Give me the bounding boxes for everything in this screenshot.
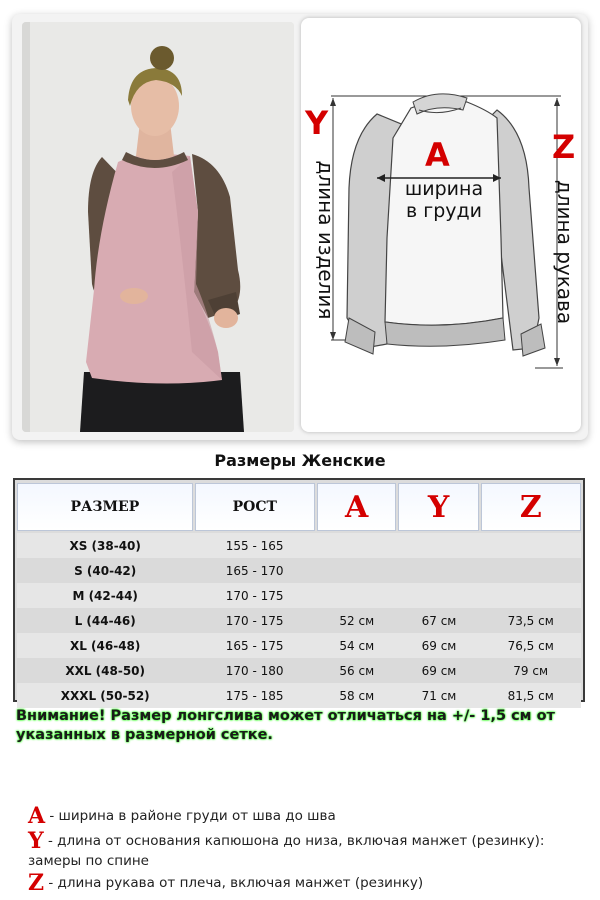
cell-height: 175 - 185	[225, 688, 284, 703]
header-y	[398, 483, 478, 531]
size-warning-note: Внимание! Размер лонгслива может отличаться на +/- 1,5 см от указанных в размерной сетке.	[16, 708, 555, 743]
letter-a: A	[425, 136, 450, 174]
cell-height: 170 - 175	[225, 613, 284, 628]
header-height-label: РОСТ	[232, 499, 277, 515]
table-row	[17, 558, 581, 583]
cell-size: XL (46-48)	[69, 638, 141, 653]
legend-letter-z: Z	[28, 870, 45, 896]
chest-width-label-line2: в груди	[405, 200, 482, 222]
letter-z: Z	[552, 128, 576, 166]
table-row	[17, 658, 581, 683]
size-table	[13, 478, 585, 702]
cell-height: 170 - 175	[225, 588, 284, 603]
legend-letter-y: Y	[28, 828, 44, 854]
legend-text-a: - ширина в районе груди от шва до шва	[45, 808, 336, 824]
header-height	[195, 483, 315, 531]
cell-a: 52 см	[339, 613, 375, 628]
header-a-label: A	[344, 489, 369, 525]
cell-y: 71 см	[421, 688, 457, 703]
legend-text-y: - длина от основания капюшона до низа, включая манжет (резинку): замеры по спине	[28, 833, 545, 869]
table-row	[17, 683, 581, 708]
legend-text-z: - длина рукава от плеча, включая манжет (резинку)	[44, 875, 424, 891]
legend-letter-a: A	[28, 803, 46, 829]
header-size-label: РАЗМЕР	[70, 499, 140, 515]
cell-a: 56 см	[339, 663, 375, 678]
size-table-header	[17, 483, 581, 531]
table-row	[17, 633, 581, 658]
cell-size: XXXL (50-52)	[60, 688, 150, 703]
cell-y: 69 см	[421, 638, 457, 653]
size-table-body	[17, 533, 581, 708]
cell-height: 165 - 170	[225, 563, 284, 578]
header-z-label: Z	[519, 489, 542, 525]
cell-z: 81,5 см	[507, 688, 554, 703]
legend-item-z	[28, 870, 588, 896]
cell-z: 79 см	[513, 663, 549, 678]
cell-a: 58 см	[339, 688, 375, 703]
sleeve-length-label: длина рукава	[553, 179, 577, 325]
size-table-title: Размеры Женские	[214, 451, 386, 470]
header-size	[17, 483, 193, 531]
cell-y: 69 см	[421, 663, 457, 678]
cell-height: 170 - 180	[225, 663, 284, 678]
header-z	[481, 483, 581, 531]
cell-size: XXL (48-50)	[65, 663, 146, 678]
header-a	[317, 483, 396, 531]
garment-length-label: длина изделия	[314, 160, 338, 320]
cell-a: 54 см	[339, 638, 375, 653]
cell-size: S (40-42)	[74, 563, 137, 578]
table-row	[17, 533, 581, 558]
sweater-diagram-graphic	[301, 18, 581, 432]
legend-item-a	[28, 803, 588, 829]
cell-size: M (42-44)	[72, 588, 138, 603]
cell-y: 67 см	[421, 613, 457, 628]
product-images-card	[12, 14, 588, 440]
model-illustration	[22, 22, 294, 432]
cell-z: 73,5 см	[507, 613, 554, 628]
chest-width-label	[389, 178, 499, 222]
cell-height: 155 - 165	[225, 538, 284, 553]
header-y-label: Y	[427, 489, 450, 525]
cell-height: 165 - 175	[225, 638, 284, 653]
legend-item-y	[28, 828, 576, 871]
cell-size: L (44-46)	[74, 613, 136, 628]
letter-y: Y	[305, 104, 329, 142]
table-row	[17, 608, 581, 633]
cell-z: 76,5 см	[507, 638, 554, 653]
cell-size: XS (38-40)	[69, 538, 141, 553]
chest-width-label-line1: ширина	[404, 178, 484, 200]
product-photo	[22, 22, 294, 432]
measurement-diagram	[301, 18, 581, 432]
table-row	[17, 583, 581, 608]
